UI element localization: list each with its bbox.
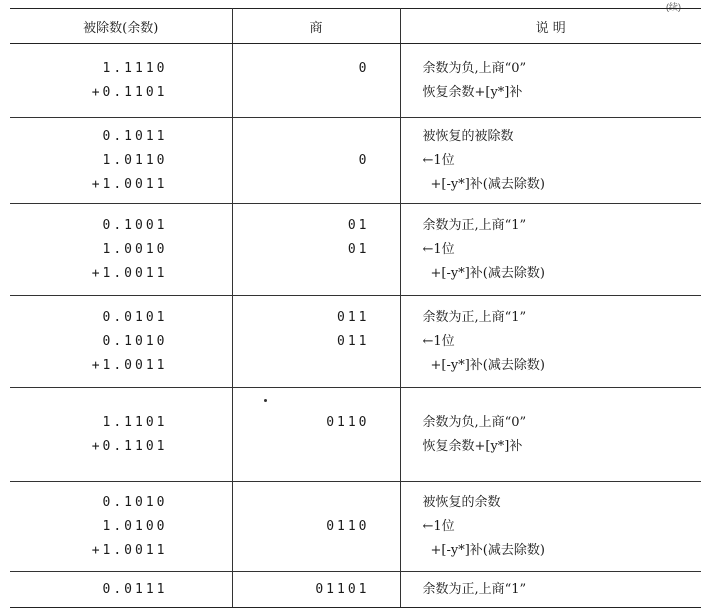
quotient-line (233, 173, 400, 197)
header-quotient: 商 (232, 9, 400, 44)
description-line: 被恢复的余数 (422, 494, 501, 510)
quotient-line (233, 435, 400, 459)
dividend-line: 0.0111 (102, 581, 168, 597)
dividend-line: 0.0101 (102, 309, 168, 325)
dividend-line: 1.0110 (102, 152, 168, 168)
description-cell (400, 388, 701, 482)
header-description: 说 明 (400, 9, 701, 44)
table-row (10, 118, 701, 204)
dividend-line: +1.0011 (91, 176, 168, 192)
table-row (10, 388, 701, 482)
description-line: 恢复余数+[y*]补 (422, 84, 523, 100)
table-row (10, 572, 701, 608)
dividend-line: 0.1010 (102, 333, 168, 349)
continued-mark: (续) (666, 2, 681, 12)
description-line: ←1位 (422, 518, 455, 534)
table-row (10, 204, 701, 296)
description-line: +[-y*]补(减去除数) (430, 357, 545, 373)
quotient-cell (232, 388, 400, 482)
description-line: +[-y*]补(减去除数) (430, 265, 545, 281)
quotient-line: 011 (337, 333, 370, 349)
description-line: 余数为正,上商“1” (422, 309, 527, 325)
dividend-line: +1.0011 (91, 542, 168, 558)
quotient-cell (232, 204, 400, 296)
dividend-line: +0.1101 (91, 84, 168, 100)
description-line: +[-y*]补(减去除数) (430, 176, 545, 192)
description-line: 余数为正,上商“1” (422, 217, 527, 233)
quotient-line: 0 (358, 152, 370, 168)
description-cell (400, 572, 701, 608)
table-row (10, 296, 701, 388)
quotient-line (233, 81, 400, 105)
quotient-line: 011 (337, 309, 370, 325)
quotient-line: 01101 (315, 581, 370, 597)
description-line: 恢复余数+[y*]补 (422, 438, 523, 454)
dividend-cell (10, 204, 232, 296)
dividend-line: 1.0100 (102, 518, 168, 534)
description-line: 余数为负,上商“0” (422, 414, 527, 430)
quotient-line: 01 (347, 217, 370, 233)
dividend-cell (10, 296, 232, 388)
description-line: 被恢复的被除数 (422, 128, 514, 144)
quotient-cell (232, 118, 400, 204)
dividend-cell (10, 572, 232, 608)
quotient-line: 0110 (326, 414, 370, 430)
quotient-cell (232, 296, 400, 388)
quotient-line: 0 (358, 60, 370, 76)
quotient-line (233, 125, 400, 149)
dividend-line: +0.1101 (91, 438, 168, 454)
description-cell (400, 482, 701, 572)
quotient-line: 0110 (326, 518, 370, 534)
quotient-line (233, 491, 400, 515)
dividend-cell (10, 44, 232, 118)
restoring-division-table (10, 8, 701, 608)
quotient-cell (232, 44, 400, 118)
dividend-line: 0.1011 (102, 128, 168, 144)
dividend-line: 0.1001 (102, 217, 168, 233)
dividend-line: 1.0010 (102, 241, 168, 257)
dividend-line: 1.1101 (102, 414, 168, 430)
description-line: ←1位 (422, 333, 455, 349)
quotient-line (233, 354, 400, 378)
dividend-line: +1.0011 (91, 357, 168, 373)
quotient-cell (232, 572, 400, 608)
quotient-cell (232, 482, 400, 572)
description-line: ←1位 (422, 241, 455, 257)
table-header-row (10, 9, 701, 44)
dividend-line: +1.0011 (91, 265, 168, 281)
quotient-line: 01 (347, 241, 370, 257)
quotient-line (233, 262, 400, 286)
description-line: 余数为正,上商“1” (422, 581, 527, 597)
dividend-cell (10, 388, 232, 482)
description-cell (400, 118, 701, 204)
dividend-cell (10, 482, 232, 572)
table-row (10, 482, 701, 572)
dividend-line: 0.1010 (102, 494, 168, 510)
description-cell (400, 44, 701, 118)
table-row (10, 44, 701, 118)
header-dividend: 被除数(余数) (10, 9, 232, 44)
stray-dot (264, 399, 267, 402)
dividend-line: 1.1110 (102, 60, 168, 76)
quotient-line (233, 539, 400, 563)
description-cell (400, 296, 701, 388)
description-cell (400, 204, 701, 296)
dividend-cell (10, 118, 232, 204)
description-line: +[-y*]补(减去除数) (430, 542, 545, 558)
description-line: 余数为负,上商“0” (422, 60, 527, 76)
description-line: ←1位 (422, 152, 455, 168)
